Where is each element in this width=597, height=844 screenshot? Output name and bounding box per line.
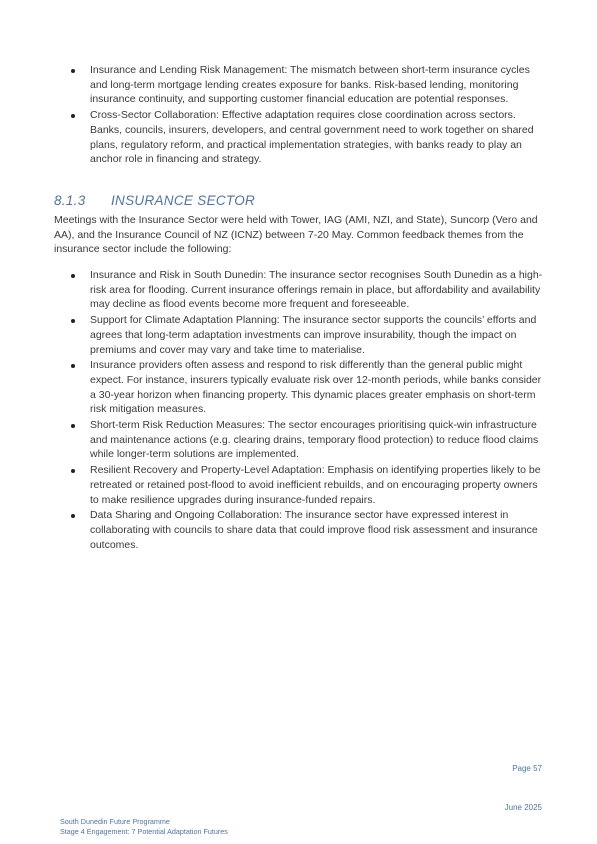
list-item	[54, 418, 549, 462]
list-item	[54, 313, 549, 357]
bullet-icon	[71, 424, 75, 428]
list-item-text: Short-term Risk Reduction Measures: The sector encourages prioritising quick-win infrastructure and maintenance actions (e.g. clearing drains, temporary flood protection) to reduce flood claims while longer-term solutions are implemented.	[90, 419, 539, 461]
list-item	[54, 108, 549, 167]
list-item-text: Data Sharing and Ongoing Collaboration: The insurance sector have expressed interest in collaborating with councils to share data that could improve flood risk assessment and insurance outcomes.	[90, 509, 538, 551]
page-number: Page 57	[512, 764, 542, 773]
list-item	[54, 63, 549, 107]
list-item	[54, 508, 549, 552]
bullet-list-top	[54, 63, 549, 168]
list-item	[54, 463, 549, 507]
list-item-text: Resilient Recovery and Property-Level Adaptation: Emphasis on identifying properties likely to be retreated or retained post-flood to avoid inefficient rebuilds, and on encouraging property owners to make resilience upgrades during insurance-funded repairs.	[90, 464, 541, 506]
footer-programme-name: South Dunedin Future Programme	[60, 817, 170, 826]
bullet-icon	[71, 114, 75, 118]
footer-date: June 2025	[504, 803, 542, 812]
footer-stage-name: Stage 4 Engagement: 7 Potential Adaptation Futures	[60, 826, 228, 836]
bullet-icon	[71, 319, 75, 323]
list-item	[54, 358, 549, 417]
bullet-icon	[71, 469, 75, 473]
bullet-list-main	[54, 268, 549, 553]
list-item-text: Support for Climate Adaptation Planning: The insurance sector supports the councils’ efforts and agrees that long-term adaptation investments can improve insurability, though the impact on premiums and cover may vary and take time to materialise.	[90, 314, 537, 356]
bullet-icon	[71, 514, 75, 518]
footer-programme-info	[60, 817, 228, 836]
list-item-text: Insurance and Risk in South Dunedin: The insurance sector recognises South Dunedin as a high-risk area for flooding. Current insurance offerings remain in place, but affordability and availability may decline as flood events become more frequent and foreseeable.	[90, 269, 543, 311]
bullet-icon	[71, 69, 75, 73]
section-intro-paragraph: Meetings with the Insurance Sector were held with Tower, IAG (AMI, NZI, and State), Suncorp (Vero and AA), and the Insurance Council of NZ (ICNZ) between 7-20 May. Common feedback themes from the insurance sector include the following:	[54, 214, 538, 256]
bullet-icon	[71, 274, 75, 278]
list-item-text: Cross-Sector Collaboration: Effective adaptation requires close coordination across sectors. Banks, councils, insurers, developers, and central government need to work together on shared plans, regulatory reform, and practical implementation strategies, with banks ready to play an anchor role in financing and strategy.	[90, 109, 534, 166]
section-heading	[54, 193, 255, 208]
list-item-text: Insurance providers often assess and respond to risk differently than the general public might expect. For instance, insurers typically evaluate risk over 12-month periods, while banks consider a 30-year horizon when financing property. This dynamic places greater emphasis on short-term risk mitigation measures.	[90, 359, 542, 416]
bullet-icon	[71, 364, 75, 368]
list-item	[54, 268, 549, 312]
section-number: 8.1.3	[54, 193, 86, 208]
list-item-text: Insurance and Lending Risk Management: The mismatch between short-term insurance cycles and long-term mortgage lending creates exposure for banks. Risk-based lending, monitoring insurance continuity, and supporting customer financial education are potential responses.	[90, 64, 530, 106]
section-title: INSURANCE SECTOR	[111, 193, 256, 208]
